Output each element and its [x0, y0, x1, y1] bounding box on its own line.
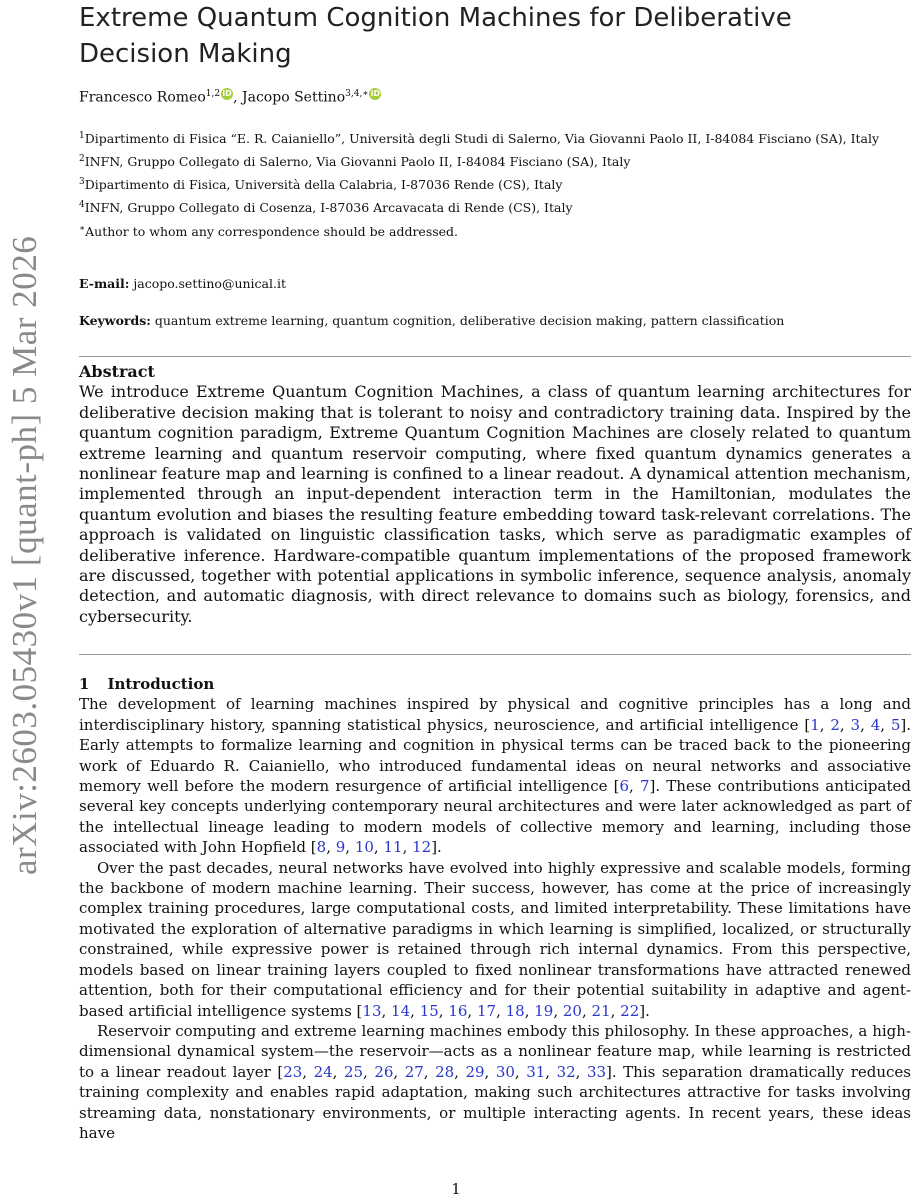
citation-link[interactable]: 23 — [283, 1062, 303, 1081]
paragraph: Over the past decades, neural networks have evolved into highly expressive and scalable models, forming the backbone of modern machine learning. Their success, however, has come at the price of increasingly complex training procedures, large computational costs, and limited interpretability. These limitations have motivated the exploration of alternative paradigms in which learning is simplified, localized, or structurally constrained, while expressive power is retained through rich internal dynamics. From this perspective, models based on linear training layers coupled to fixed nonlinear transformations have attracted renewed attention, both for their computational efficiency and for their potential suitability in adaptive and agent-based artificial intelligence systems [13, 14, 15, 16, 17, 18, 19, 20, 21, 22]. — [79, 858, 911, 1020]
citation-link[interactable]: 33 — [586, 1062, 607, 1081]
citation-link[interactable]: 5 — [890, 715, 901, 734]
citation-link[interactable]: 29 — [465, 1062, 485, 1081]
citation-link[interactable]: 20 — [562, 1001, 582, 1020]
citation-link[interactable]: 19 — [534, 1001, 554, 1020]
section-heading: 1 Introduction — [79, 675, 215, 693]
introduction-section — [79, 674, 911, 1143]
citation-link[interactable]: 13 — [362, 1001, 382, 1020]
keywords-label: Keywords: — [79, 313, 151, 328]
citation-link[interactable]: 1 — [810, 715, 820, 734]
citation-link[interactable]: 24 — [313, 1062, 333, 1081]
citation-link[interactable]: 2 — [830, 715, 840, 734]
citation-link[interactable]: 4 — [870, 715, 881, 734]
orcid-icon[interactable]: iD — [370, 89, 381, 98]
citation-link[interactable]: 32 — [556, 1062, 576, 1081]
arxiv-identifier: arXiv:2603.05430v1 [quant-ph] 5 Mar 2026 — [5, 235, 44, 875]
abstract-heading: Abstract — [79, 362, 155, 381]
author-list: Francesco Romeo$^{1,2}$ iD, Jacopo Settino$^{3,4,∗}$ iD — [79, 89, 381, 106]
author-affil-sup: 3,4,∗ — [345, 89, 369, 99]
paper-title: Extreme Quantum Cognition Machines for Deliberative Decision Making — [79, 3, 792, 69]
page-number: 1 — [451, 1180, 461, 1198]
orcid-icon[interactable]: iD — [222, 89, 232, 98]
paragraph: Reservoir computing and extreme learning machines embody this philosophy. In these approaches, a high-dimensional dynamical system—the reservoir—acts as a nonlinear feature map, while learning is restricted to a linear readout layer [23, 24, 25, 26, 27, 28, 29, 30, 31, 32, 33]. This separation dramatically reduces training complexity and enables rapid adaptation, making such architectures attractive for tasks involving streaming data, nonstationary environments, or multiple interacting agents. In recent years, these ideas have — [79, 1021, 911, 1142]
email-label: E-mail: — [79, 276, 130, 291]
citation-link[interactable]: 16 — [448, 1001, 468, 1020]
citation-link[interactable]: 6 — [619, 777, 630, 796]
citation-link[interactable]: 22 — [620, 1001, 640, 1020]
citation-link[interactable]: 8 — [316, 838, 327, 857]
affiliation: $^3$Dipartimento di Fisica, Università della Calabria, I-87036 Rende (CS), Italy — [79, 177, 563, 193]
divider — [79, 356, 911, 357]
keywords-line — [79, 313, 784, 328]
citation-link[interactable]: 12 — [412, 838, 432, 857]
author-name: Jacopo Settino — [242, 89, 346, 106]
affiliation: $^2$INFN, Gruppo Collegato di Salerno, Via Giovanni Paolo II, I-84084 Fisciano (SA), Italy — [79, 154, 631, 170]
citation-link[interactable]: 28 — [435, 1062, 455, 1081]
citation-link[interactable]: 10 — [354, 838, 374, 857]
citation-link[interactable]: 30 — [495, 1062, 515, 1081]
citation-link[interactable]: 18 — [505, 1001, 525, 1020]
citation-link[interactable]: 27 — [404, 1062, 424, 1081]
citation-link[interactable]: 31 — [526, 1062, 546, 1081]
correspondence-note: ∗Author to whom any correspondence should be addressed. — [79, 223, 459, 239]
citation-link[interactable]: 17 — [476, 1001, 497, 1020]
abstract-section — [79, 362, 911, 627]
keywords-value: quantum extreme learning, quantum cognition, deliberative decision making, pattern classification — [154, 313, 785, 328]
divider — [79, 654, 911, 655]
affiliation: $^4$INFN, Gruppo Collegato di Cosenza, I-87036 Arcavacata di Rende (CS), Italy — [79, 200, 573, 216]
email-address[interactable]: jacopo.settino@unical.it — [133, 276, 286, 291]
paragraph: The development of learning machines inspired by physical and cognitive principles has a long and interdisciplinary history, spanning statistical physics, neuroscience, and artificial intelligence [1, 2, 3, 4, 5]. Early attempts to formalize learning and cognition in physical terms can be traced back to the pioneering work of Eduardo R. Caianiello, who introduced fundamental ideas on neural networks and associative memory well before the modern resurgence of artificial intelligence [6, 7]. These contributions anticipated several key concepts underlying contemporary neural architectures and were later acknowledged as part of the intellectual lineage leading to modern models of collective memory and learning, including those associated with John Hopfield [8, 9, 10, 11, 12]. — [79, 695, 912, 857]
author-name: Francesco Romeo — [79, 89, 206, 106]
author-affil-sup: 1,2 — [205, 89, 221, 99]
citation-link[interactable]: 3 — [850, 715, 861, 734]
affiliation: $^1$Dipartimento di Fisica “E. R. Caianiello”, Università degli Studi di Salerno, Via Giovanni Paolo II, I-84084 Fisciano (SA), Italy — [79, 131, 880, 147]
citation-link[interactable]: 21 — [591, 1001, 611, 1020]
citation-link[interactable]: 26 — [374, 1062, 394, 1081]
citation-link[interactable]: 14 — [391, 1001, 411, 1020]
citation-link[interactable]: 15 — [419, 1001, 439, 1020]
citation-link[interactable]: 7 — [639, 777, 650, 796]
affiliations — [79, 126, 899, 242]
citation-link[interactable]: 25 — [343, 1062, 364, 1081]
citation-link[interactable]: 9 — [335, 838, 346, 857]
abstract-text: We introduce Extreme Quantum Cognition Machines, a class of quantum learning architectures for deliberative decision making that is tolerant to noisy and contradictory training data. Inspired by the quantum cognition paradigm, Extreme Quantum Cognition Machines are closely related to quantum extreme learning and quantum reservoir computing, where fixed quantum dynamics generates a nonlinear feature map and learning is confined to a linear readout. A dynamical attention mechanism, implemented through an input-dependent interaction term in the Hamiltonian, modulates the quantum evolution and biases the resulting feature embedding toward task-relevant correlations. The approach is validated on linguistic classification tasks, which serve as paradigmatic examples of deliberative inference. Hardware-compatible quantum implementations of the proposed framework are discussed, together with potential applications in symbolic inference, sequence analysis, anomaly detection, and automatic diagnosis, with direct relevance to domains such as biology, forensics, and cybersecurity. — [79, 382, 911, 626]
citation-link[interactable]: 11 — [383, 838, 403, 857]
email-line — [79, 276, 286, 291]
